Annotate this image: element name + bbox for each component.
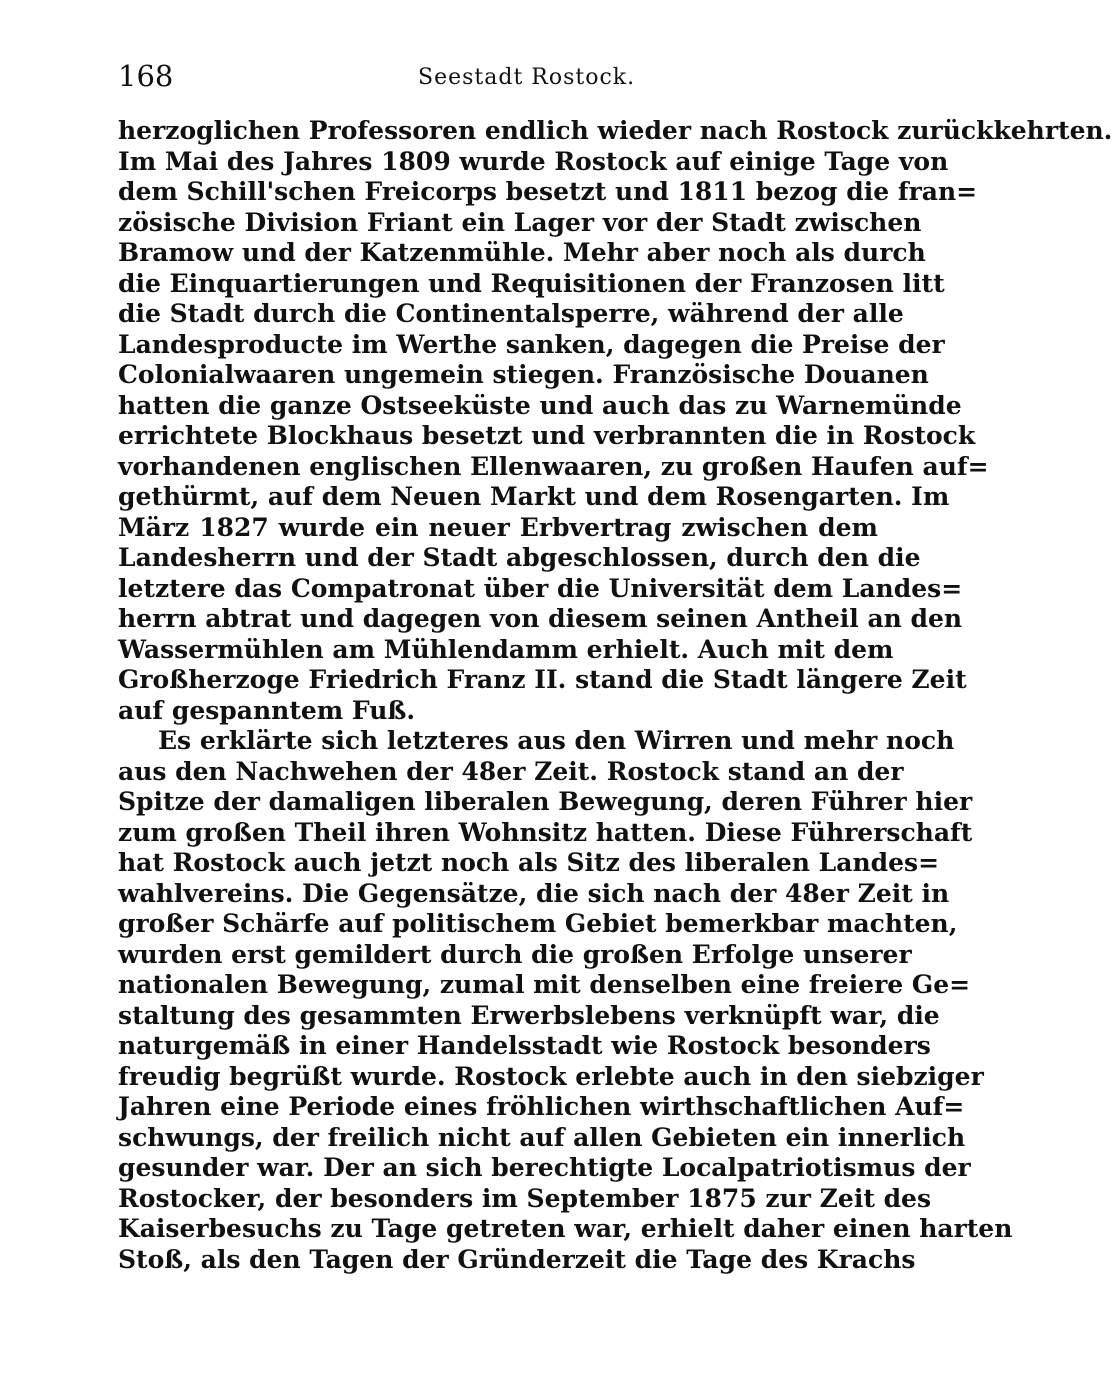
text-line: vorhandenen englischen Ellenwaaren, zu großen Haufen auf= [118,451,989,481]
text-line: Wassermühlen am Mühlendamm erhielt. Auch mit dem [118,634,894,664]
text-line: schwungs, der freilich nicht auf allen Gebieten ein innerlich [118,1122,966,1152]
text-line: hat Rostock auch jetzt noch als Sitz des liberalen Landes= [118,848,940,877]
text-line: zösische Division Friant ein Lager vor der Stadt zwischen [118,207,922,237]
text-line: Colonialwaaren ungemein stiegen. Französische Douanen [118,360,929,389]
text-line: naturgemäß in einer Handelsstadt wie Rostock besonders [118,1031,931,1060]
body-text [118,116,1112,1275]
text-line: hatten die ganze Ostseeküste und auch das zu Warnemünde [118,390,962,420]
text-line: wurden erst gemildert durch die großen Erfolge unserer [118,939,912,969]
text-line: Landesherrn und der Stadt abgeschlossen, durch den die [118,543,921,572]
text-line: dem Schill'schen Freicorps besetzt und 1811 bezog die fran= [118,177,978,206]
paragraph-start-line: Es erklärte sich letzteres aus den Wirren und mehr noch [158,726,955,755]
paragraph-end-line: auf gespanntem Fuß. [118,695,416,725]
text-line: großer Schärfe auf politischem Gebiet bemerkbar machten, [118,909,958,938]
text-line: Bramow und der Katzenmühle. Mehr aber noch als durch [118,238,926,267]
page-header [118,58,878,98]
text-line: staltung des gesammten Erwerbslebens verknüpft war, die [118,1000,940,1030]
text-line: Kaiserbesuchs zu Tage getreten war, erhielt daher einen harten [118,1214,1013,1243]
text-line: Landesproducte im Werthe sanken, dagegen die Preise der [118,329,945,359]
text-line: wahlvereins. Die Gegensätze, die sich nach der 48er Zeit in [118,878,950,908]
text-line: die Stadt durch die Continentalsperre, während der alle [118,299,904,328]
text-line: Rostocker, der besonders im September 1875 zur Zeit des [118,1183,932,1213]
text-line: gethürmt, auf dem Neuen Markt und dem Rosengarten. Im [118,482,950,511]
text-line: herzoglichen Professoren endlich wieder nach Rostock zurückkehrten. [118,116,1112,145]
text-line: März 1827 wurde ein neuer Erbvertrag zwischen dem [118,512,878,542]
running-head: Seestadt Rostock. [418,65,636,90]
text-line: letztere das Compatronat über die Universität dem Landes= [118,573,963,603]
page-number: 168 [118,59,174,93]
text-line: gesunder war. Der an sich berechtigte Localpatriotismus der [118,1153,971,1182]
text-line: die Einquartierungen und Requisitionen der Franzosen litt [118,268,945,298]
text-line: nationalen Bewegung, zumal mit denselben eine freiere Ge= [118,970,971,999]
text-line: Großherzoge Friedrich Franz II. stand die Stadt längere Zeit [118,665,967,694]
text-line: zum großen Theil ihren Wohnsitz hatten. Diese Führerschaft [118,817,973,847]
text-line: aus den Nachwehen der 48er Zeit. Rostock stand an der [118,756,904,786]
text-line: Jahren eine Periode eines fröhlichen wirthschaftlichen Auf= [118,1092,965,1121]
text-line: Im Mai des Jahres 1809 wurde Rostock auf einige Tage von [118,146,949,176]
text-line: errichtete Blockhaus besetzt und verbrannten die in Rostock [118,421,976,450]
text-line: Stoß, als den Tagen der Gründerzeit die Tage des Krachs [118,1244,916,1274]
text-line: herrn abtrat und dagegen von diesem seinen Antheil an den [118,604,963,633]
text-line: Spitze der damaligen liberalen Bewegung, deren Führer hier [118,787,973,816]
text-line: freudig begrüßt wurde. Rostock erlebte auch in den siebziger [118,1061,984,1091]
